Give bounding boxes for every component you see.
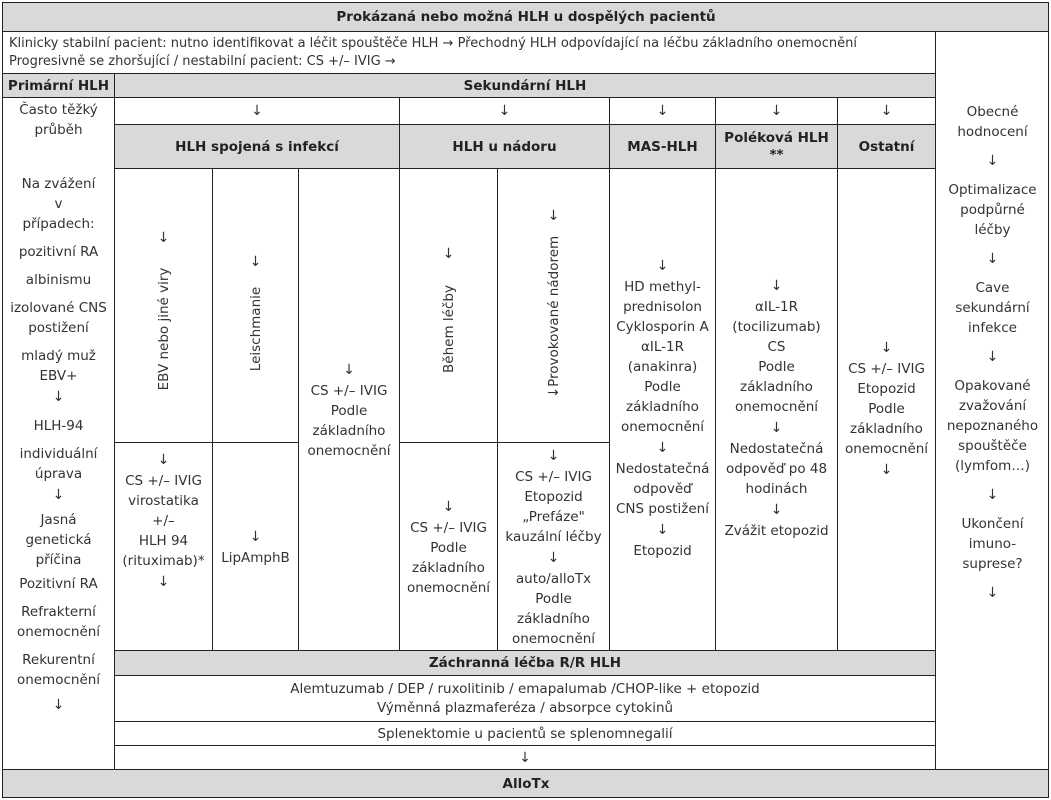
allotx-footer <box>2 769 1049 798</box>
infection-hlh-header-text: HLH spojená s infekcí <box>175 138 339 155</box>
drug-hlh-footnote-mark: ** <box>769 146 784 163</box>
primary-hlh-header-text: Primární HLH <box>7 77 110 94</box>
general-item: Ukončení imuno- suprese? <box>961 516 1024 572</box>
mas-hlh-header-text: MAS-HLH <box>627 138 698 155</box>
arrow-down-icon: ↓ <box>442 498 455 515</box>
mas-hlh-cell <box>609 168 715 650</box>
drug-hlh-header <box>715 124 837 168</box>
primary-item: Na zvážení v případech: <box>21 176 96 232</box>
arrow-down-icon: ↓ <box>986 349 999 365</box>
general-item: Obecné hodnocení <box>957 104 1028 140</box>
ebv-treatment-cell <box>114 442 212 650</box>
intro-progressive: Progresivně se zhoršující / nestabilní pacient: CS +/– IVIG → <box>9 54 396 69</box>
ebv-treatment: CS +/– IVIG virostatika +/– HLH 94 (rituximab)* <box>122 473 205 569</box>
arrow-down-icon: ↓ <box>249 254 262 270</box>
tumor-during-treatment: CS +/– IVIG Podle základního onemocnění <box>406 519 491 596</box>
drug-consider-etoposide: Zvážit etopozid <box>724 523 829 539</box>
tumor-hlh-header <box>399 124 609 168</box>
other-hlh-header-text: Ostatní <box>858 138 915 155</box>
general-item: Cave sekundární infekce <box>955 280 1030 336</box>
other-treatment: CS +/– IVIG Etopozid Podle základního onemocnění <box>844 361 929 457</box>
infection-other-treatment: CS +/– IVIG Podle základního onemocnění <box>307 383 391 459</box>
arrow-down-icon: ↓ <box>880 103 893 119</box>
drug-insufficient-response: Nedostatečná odpověď po 48 hodinách <box>725 441 828 497</box>
arrow-down-icon: ↓ <box>546 386 562 399</box>
tumor-provoked-transplant: auto/alloTx Podle základního onemocnění <box>511 571 596 647</box>
intro-box <box>2 31 935 73</box>
arrow-down-icon: ↓ <box>656 258 669 274</box>
arrow-down-icon: ↓ <box>880 462 893 478</box>
diagram-title <box>2 2 1049 31</box>
arrow-down-icon: ↓ <box>770 278 783 294</box>
general-assessment-column <box>935 31 1049 769</box>
arrow-down-icon: ↓ <box>547 448 560 464</box>
arrow-down-icon: ↓ <box>251 103 263 119</box>
tumor-provoked-treatment-cell <box>497 442 609 650</box>
mas-hlh-header <box>609 124 715 168</box>
primary-item: Refrakterní onemocnění <box>16 604 101 640</box>
primary-item: izolované CNS postižení <box>10 300 107 336</box>
arrow-down-icon: ↓ <box>547 208 560 224</box>
arrow-down-icon: ↓ <box>157 574 170 590</box>
arrow-down-icon: ↓ <box>52 697 65 713</box>
tumor-provoked-cell <box>497 168 609 442</box>
rescue-therapy-options <box>114 675 935 721</box>
arrow-cell <box>609 97 715 124</box>
intro-stable: Klinicky stabilní pacient: nutno identifikovat a léčit spouštěče HLH → Přechodný HLH odpovídající na léčbu základního onemocnění <box>9 36 857 51</box>
ebv-viruses-label: EBV nebo jiné viry <box>156 267 172 391</box>
arrow-down-icon: ↓ <box>157 230 170 246</box>
other-hlh-cell <box>837 168 935 650</box>
ebv-cell <box>114 168 212 442</box>
arrow-down-icon: ↓ <box>157 452 170 468</box>
arrow-down-icon: ↓ <box>343 362 355 378</box>
drug-treatment: αIL-1R (tocilizumab) CS Podle základního onemocnění <box>732 299 821 415</box>
rescue-procedures: Výměnná plazmaferéza / absorpce cytokinů <box>376 699 674 716</box>
arrow-cell <box>114 745 935 769</box>
during-treatment-label: Během léčby <box>441 285 457 373</box>
allotx-text: AlloTx <box>502 776 550 792</box>
infection-hlh-header <box>114 124 399 168</box>
other-hlh-header <box>837 124 935 168</box>
tumor-hlh-header-text: HLH u nádoru <box>452 138 557 155</box>
general-item: Opakované zvažování nepoznaného spouštěče (lymfom…) <box>946 378 1039 474</box>
primary-item: Často těžký průběh <box>19 102 98 138</box>
arrow-cell <box>715 97 837 124</box>
arrow-down-icon: ↓ <box>986 487 999 503</box>
arrow-down-icon: ↓ <box>656 522 669 538</box>
arrow-down-icon: ↓ <box>52 389 65 405</box>
arrow-cell <box>837 97 935 124</box>
primary-hlh-column <box>2 97 114 769</box>
tumor-provoked-label-text: Provokované nádorem <box>546 235 562 387</box>
primary-item: Rekurentní onemocnění <box>16 652 101 688</box>
arrow-cell <box>114 97 399 124</box>
drug-hlh-cell <box>715 168 837 650</box>
primary-hlh-header <box>2 73 114 97</box>
primary-item: Pozitivní RA <box>19 576 98 592</box>
arrow-down-icon: ↓ <box>442 246 455 262</box>
arrow-down-icon: ↓ <box>498 103 511 119</box>
arrow-down-icon: ↓ <box>656 440 669 456</box>
primary-item: Jasná genetická příčina <box>25 512 92 568</box>
arrow-down-icon: ↓ <box>770 502 783 518</box>
arrow-down-icon: ↓ <box>986 251 999 267</box>
primary-item: albinismu <box>25 272 92 288</box>
arrow-down-icon: ↓ <box>986 153 999 169</box>
hlh-diagram <box>2 2 1049 798</box>
arrow-down-icon: ↓ <box>52 487 65 503</box>
diagram-title-text: Prokázaná nebo možná HLH u dospělých pacientů <box>336 9 716 25</box>
arrow-down-icon: ↓ <box>880 340 893 356</box>
splenectomy-cell <box>114 721 935 745</box>
arrow-down-icon: ↓ <box>519 749 531 766</box>
secondary-hlh-header <box>114 73 935 97</box>
drug-hlh-header-text: Poléková HLH <box>724 129 829 146</box>
leishmania-label: Leischmanie <box>248 286 264 372</box>
arrow-down-icon: ↓ <box>656 103 669 119</box>
leishmania-treatment-cell <box>212 442 298 650</box>
tumor-during-cell <box>399 168 497 442</box>
primary-item: HLH-94 <box>33 418 84 434</box>
infection-other-cell <box>298 168 399 650</box>
arrow-down-icon: ↓ <box>770 420 783 436</box>
general-item: Optimalizace podpůrné léčby <box>948 182 1037 238</box>
tumor-provoked-label <box>546 236 562 398</box>
arrow-down-icon: ↓ <box>770 103 783 119</box>
arrow-cell <box>399 97 609 124</box>
mas-treatment: HD methyl- prednisolon Cyklosporin A αIL-1R (anakinra) Podle základního onemocnění <box>616 279 709 435</box>
leishmania-cell <box>212 168 298 442</box>
tumor-during-treatment-cell <box>399 442 497 650</box>
rescue-drugs: Alemtuzumab / DEP / ruxolitinib / emapalumab /CHOP-like + etopozid <box>290 680 760 697</box>
tumor-provoked-treatment: CS +/– IVIG Etopozid „Prefáze" kauzální léčby <box>505 469 602 545</box>
primary-item: individuální úprava <box>19 446 98 482</box>
mas-etoposide: Etopozid <box>633 543 692 559</box>
rescue-therapy-header-text: Záchranná léčba R/R HLH <box>428 655 622 671</box>
primary-item: pozitivní RA <box>18 244 99 260</box>
rescue-therapy-header <box>114 650 935 675</box>
arrow-down-icon: ↓ <box>986 585 999 601</box>
leishmania-treatment: LipAmphB <box>221 549 290 566</box>
splenectomy-text: Splenektomie u pacientů se splenomnegalií <box>377 725 673 742</box>
primary-item: mladý muž EBV+ <box>21 348 96 384</box>
arrow-down-icon: ↓ <box>249 528 262 545</box>
arrow-down-icon: ↓ <box>547 550 560 566</box>
mas-insufficient-response: Nedostatečná odpověď CNS postižení <box>615 461 710 517</box>
secondary-hlh-header-text: Sekundární HLH <box>463 77 587 94</box>
